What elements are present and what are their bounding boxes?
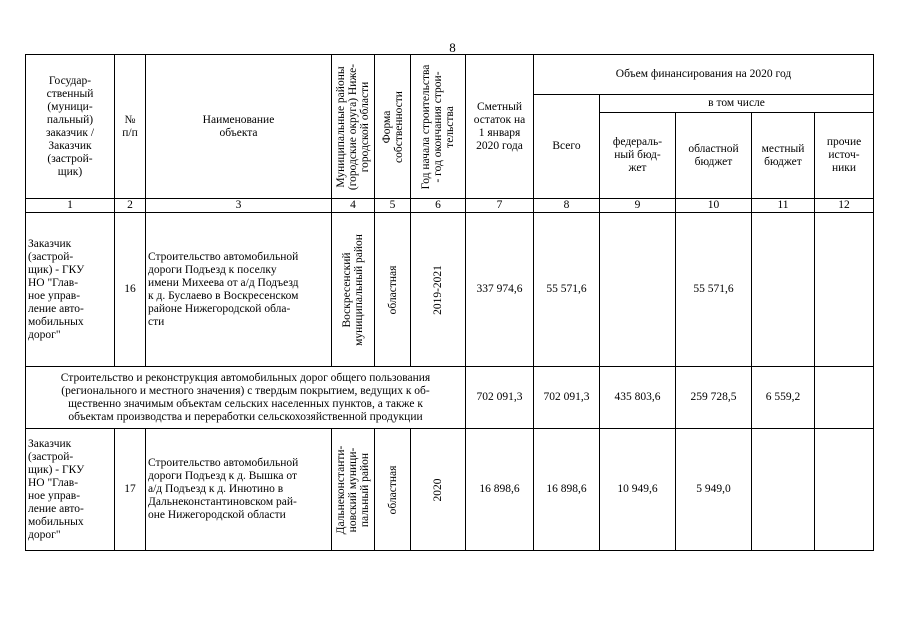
row-remainder: 16 898,6 [466,429,534,551]
header-district-text: Муниципальные районы (городские округа) Ниже- городской области [335,63,371,190]
summary-total: 702 091,3 [534,367,600,429]
summary-other [815,367,874,429]
row-remainder: 337 974,6 [466,213,534,367]
header-row-1 [26,55,874,95]
row-index: 16 [115,213,146,367]
column-number: 5 [375,199,411,213]
row-total: 55 571,6 [534,213,600,367]
row-district-text: Дальнеконстанти- новский муници- пальный район [335,445,371,534]
row-federal: 10 949,6 [600,429,676,551]
row-ownership-text: областная [386,265,399,314]
column-number: 3 [146,199,332,213]
row-name: Строительство автомобильной дороги Подъезд к поселку имени Михеева от а/д Подъезд к д. Буслаево в Воскресенском районе Нижегородской обла- сти [146,213,332,367]
row-ownership [375,213,411,367]
column-number: 4 [332,199,375,213]
row-federal [600,213,676,367]
column-number: 7 [466,199,534,213]
header-total: Всего [534,95,600,199]
header-remainder: Сметный остаток на 1 января 2020 года [466,55,534,199]
row-ownership [375,429,411,551]
header-years [411,55,466,199]
summary-regional: 259 728,5 [676,367,752,429]
column-number: 8 [534,199,600,213]
row-ownership-text: областная [386,465,399,514]
row-district [332,213,375,367]
row-regional: 55 571,6 [676,213,752,367]
header-other: прочие источ- ники [815,113,874,199]
financing-table [25,54,874,551]
page-number: 8 [449,40,456,55]
header-index: № п/п [115,55,146,199]
summary-text: Строительство и реконструкция автомобильных дорог общего пользования (регионального и местного значения) с твердым покрытием, ведущих к об- щественно значимым объектам сельских населенных пунктов, а также к объектам производства и переработки сельскохозяйственной продукции [26,367,466,429]
summary-row [26,367,874,429]
row-years-text: 2020 [432,478,444,501]
column-number: 1 [26,199,115,213]
header-local: местный бюджет [752,113,815,199]
summary-remainder: 702 091,3 [466,367,534,429]
summary-federal: 435 803,6 [600,367,676,429]
row-name: Строительство автомобильной дороги Подъезд к д. Вышка от а/д Подъезд к д. Инютино в Дальнеконстантиновском рай- оне Нижегородской области [146,429,332,551]
row-district [332,429,375,551]
row-district-text: Воскресенский муниципальный район [341,233,365,346]
header-ownership [375,55,411,199]
header-customer: Государ- ственный (муници- пальный) заказчик / Заказчик (застрой- щик) [26,55,115,199]
table-row [26,213,874,367]
header-district [332,55,375,199]
header-regional: областной бюджет [676,113,752,199]
row-years [411,429,466,551]
header-years-text: Год начала строительства - год окончания строи- тельства [420,64,456,189]
column-number-row [26,199,874,213]
column-number: 6 [411,199,466,213]
header-including: в том числе [600,95,874,113]
row-total: 16 898,6 [534,429,600,551]
column-number: 9 [600,199,676,213]
row-index: 17 [115,429,146,551]
table-row [26,429,874,551]
row-other [815,429,874,551]
column-number: 2 [115,199,146,213]
column-number: 12 [815,199,874,213]
row-other [815,213,874,367]
row-customer: Заказчик (застрой- щик) - ГКУ НО "Глав- ное управ- ление авто- мобильных дорог" [26,213,115,367]
column-number: 10 [676,199,752,213]
header-name: Наименование объекта [146,55,332,199]
header-ownership-text: Форма собственности [380,90,405,163]
row-local [752,429,815,551]
row-years [411,213,466,367]
column-number: 11 [752,199,815,213]
row-regional: 5 949,0 [676,429,752,551]
row-years-text: 2019-2021 [432,264,444,315]
summary-local: 6 559,2 [752,367,815,429]
header-funding-group: Объем финансирования на 2020 год [534,55,874,95]
row-local [752,213,815,367]
row-customer: Заказчик (застрой- щик) - ГКУ НО "Глав- ное управ- ление авто- мобильных дорог" [26,429,115,551]
header-federal: федераль- ный бюд- жет [600,113,676,199]
